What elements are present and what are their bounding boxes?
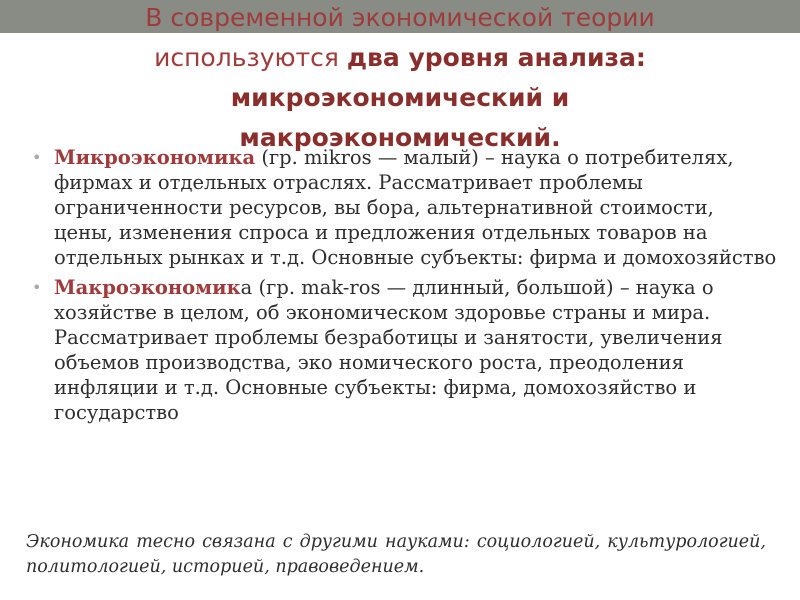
- footer-note: Экономика тесно связана с другими науками: социологией, культурологией, политологией, историей, правоведением.: [26, 532, 766, 577]
- bullet-dot-icon: •: [32, 148, 42, 167]
- title-line-1: В современной экономической теории: [145, 3, 655, 32]
- bullet-dot-icon: •: [32, 278, 42, 297]
- term-macroeconomics: Макроэкономик: [54, 276, 241, 299]
- bullet-macroeconomics: [32, 275, 777, 425]
- title-line-2-prefix: используются: [154, 43, 347, 72]
- bullet-list: [32, 145, 777, 430]
- slide-title: [70, 0, 730, 158]
- term-macroeconomics-rest: а: [240, 276, 253, 299]
- bullet-text-microeconomics: (гр. mikros — малый) – наука о потребителях, фирмах и отдельных отраслях. Рассматривает проблемы ограниченности ресурсов, вы бора, альтернативной стоимости, цены, изменения спроса и предложения отдельных товаров на отдельных рынках и т.д. Основные субъекты: фирма и домохозяйство: [54, 146, 777, 269]
- title-line-2-bold: два уровня анализа:: [346, 43, 646, 72]
- bullet-microeconomics: [32, 145, 777, 270]
- title-line-4: макроэкономический.: [239, 123, 561, 152]
- bullet-text-macroeconomics: (гр. mak-ros — длинный, большой) – наука о хозяйстве в целом, об экономическом здоровье страны и мира. Рассматривает проблемы безработицы и занятости, увеличения объемов производства, эко номического роста, преодоления инфляции и т.д. Основные субъекты: фирма, домохозяйство и государство: [54, 276, 723, 424]
- title-line-3: микроэкономический и: [230, 83, 570, 112]
- title-line-2: [70, 38, 730, 78]
- term-microeconomics: Микроэкономика: [54, 146, 256, 169]
